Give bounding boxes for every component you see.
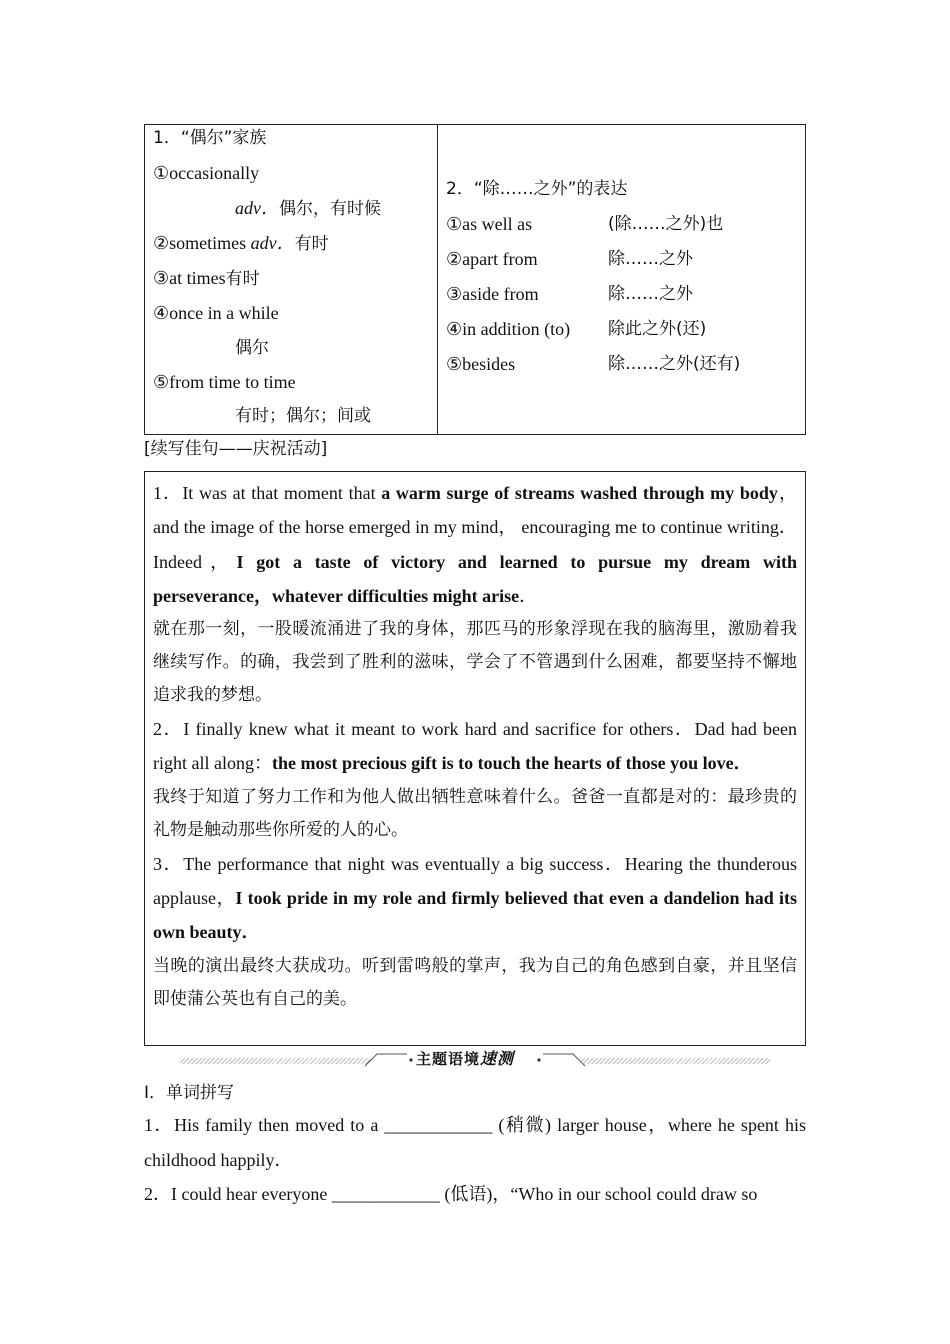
sentence-2-english xyxy=(153,712,797,781)
phrase-meaning: 除……之外(还有) xyxy=(608,354,741,374)
occasionally-meaning xyxy=(235,196,381,221)
from-time-to-time-meaning: 有时；偶尔；间或 xyxy=(235,406,371,426)
phrase-meaning: 除……之外 xyxy=(608,284,693,304)
from-time-to-time-item: ⑤from time to time xyxy=(153,372,296,392)
phrase-item: ①as well as xyxy=(446,214,533,234)
sentence-3-chinese: 当晚的演出最终大获成功。听到雷鸣般的掌声，我为自己的角色感到自豪，并且坚信即使蒲公英也有自己的美。 xyxy=(153,955,797,1009)
left-heading: 1．“偶尔”家族 xyxy=(153,128,267,148)
section-title: [续写佳句——庆祝活动] xyxy=(144,439,328,459)
phrase-meaning: 除此之外(还) xyxy=(608,319,707,339)
occasionally-item: ①occasionally xyxy=(153,163,260,183)
pos-label: adv． xyxy=(250,233,295,253)
phrase-item: ③aside from xyxy=(446,284,539,304)
meaning-text: 有时 xyxy=(294,234,329,254)
phrase-item: ⑤besides xyxy=(446,354,516,374)
banner-text-emphasis: 速测 xyxy=(480,1049,515,1068)
text-run: ， and the image of the horse emerged in my mind， encouraging me to continue writing．Indeed， xyxy=(153,483,798,572)
bold-run: the most precious gift is to touch the hearts of those you love． xyxy=(271,753,752,774)
meaning-text: 有时 xyxy=(225,269,260,289)
phrase-text: ③at times xyxy=(153,268,226,288)
hatch-decoration xyxy=(580,1058,770,1064)
phrase-item: ②apart from xyxy=(446,249,538,269)
sentence-3-english xyxy=(153,847,797,950)
phrase-meaning: 除……之外 xyxy=(608,249,693,269)
once-in-a-while-meaning: 偶尔 xyxy=(235,338,269,358)
exercise-section-title: Ⅰ．单词拼写 xyxy=(144,1083,235,1103)
sometimes-item xyxy=(153,231,329,256)
text-run: 2．I finally knew what it meant to work hard and sacrifice for others．Dad had been right all along： xyxy=(153,719,797,774)
sentence-1-chinese: 就在那一刻，一股暖流涌进了我的身体，那匹马的形象浮现在我的脑海里，激励着我继续写作。的确，我尝到了胜利的滋味，学会了不管遇到什么困难，都要坚持不懈地追求我的梦想。 xyxy=(153,619,797,706)
meaning-text: 偶尔，有时候 xyxy=(279,199,381,219)
text-run: 3．The performance that night was eventually a big success．Hearing the thunderous applause， xyxy=(153,853,797,909)
once-in-a-while-item: ④once in a while xyxy=(153,303,279,323)
at-times-item xyxy=(153,266,260,291)
phrase-item: ④in addition (to) xyxy=(446,319,571,339)
right-heading: 2．“除……之外”的表达 xyxy=(446,179,628,199)
sentence-1-english xyxy=(153,476,797,613)
exercise-question-2: 2．I could hear everyone ____________ (低语)，“Who in our school could draw so xyxy=(144,1184,758,1204)
sentence-2-chinese: 我终于知道了努力工作和为他人做出牺牲意味着什么。爸爸一直都是对的：最珍贵的礼物是触动那些你所爱的人的心。 xyxy=(153,786,797,840)
phrase-text: ②sometimes xyxy=(153,233,247,253)
banner-text: 主题语境 xyxy=(416,1050,481,1068)
phrase-meaning: (除……之外)也 xyxy=(608,214,724,234)
bold-run: I got a taste of victory and learned to pursue my dream with perseverance，whatever difficulties might arise xyxy=(153,551,797,606)
hatch-decoration xyxy=(180,1058,370,1064)
topic-quiz-banner xyxy=(180,1046,770,1068)
exercise-question-1: 1．His family then moved to a ____________ (稍微) larger house，where he spent his childhood happily． xyxy=(144,1115,806,1170)
banner-title xyxy=(416,1046,514,1069)
text-run: 1．It was at that moment that xyxy=(153,483,382,503)
occasionally-family-column xyxy=(145,125,438,434)
vocabulary-table xyxy=(144,124,806,435)
pos-label: adv． xyxy=(235,198,279,218)
bold-run: a warm surge of streams washed through my body xyxy=(381,483,778,503)
text-run: ． xyxy=(519,585,538,606)
sentence-box xyxy=(144,471,806,1046)
besides-expressions-column xyxy=(438,125,805,434)
bold-run: I took pride in my role and firmly believed that even a dandelion had its own beauty． xyxy=(153,888,797,943)
